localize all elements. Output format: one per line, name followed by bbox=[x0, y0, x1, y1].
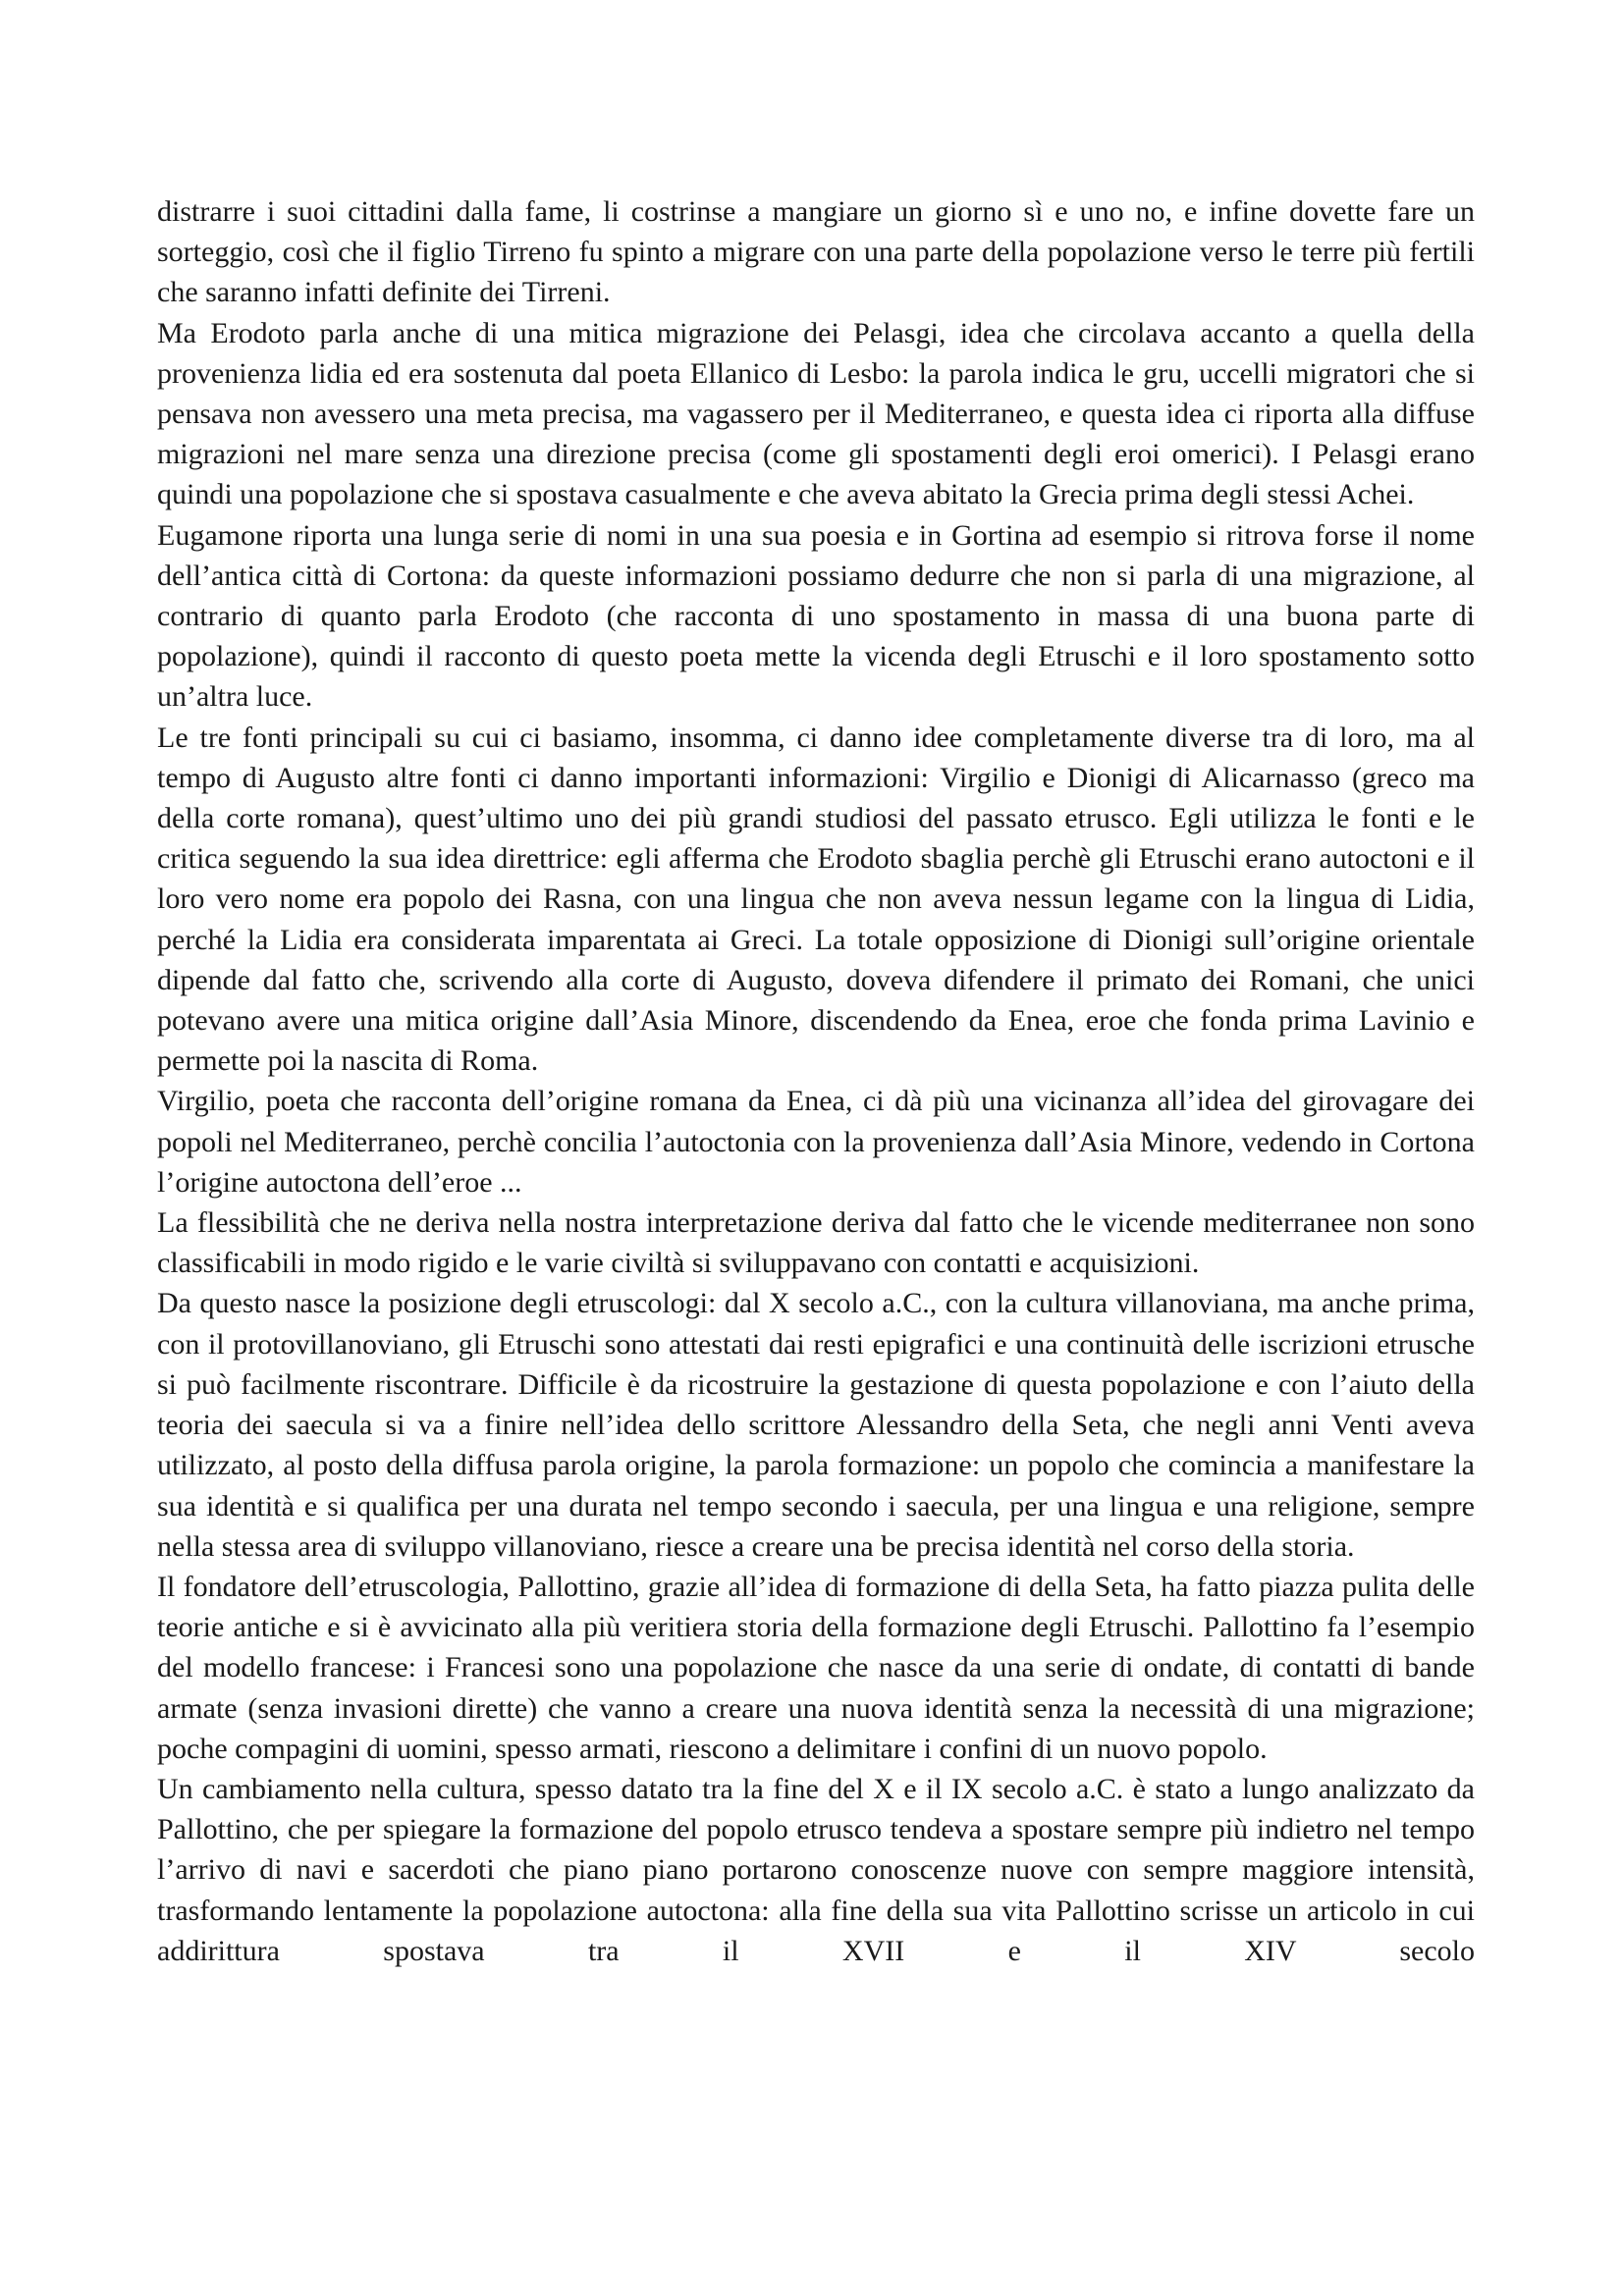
paragraph-pallottino: Il fondatore dell’etruscologia, Pallottino, grazie all’idea di formazione di della Seta, ha fatto piazza pulita delle teorie antiche e si è avvicinato alla più veritiera storia della formazione degli Etruschi. Pallottino fa l’esempio del modello francese: i Francesi sono una popolazione che nasce da una serie di ondate, di contatti di bande armate (senza invasioni dirette) che vanno a creare una nuova identità senza la necessità di una migrazione; poche compagini di uomini, spesso armati, riescono a delimitare i confini di un nuovo popolo. bbox=[157, 1570, 1475, 1765]
paragraph-etruscologi: Da questo nasce la posizione degli etruscologi: dal X secolo a.C., con la cultura villanoviana, ma anche prima, con il protovillanoviano, gli Etruschi sono attestati dai resti epigrafici e una continuità delle iscrizioni etrusche si può facilmente riscontrare. Difficile è da ricostruire la gestazione di questa popolazione e con l’aiuto della teoria dei saecula si va a finire nell’idea dello scrittore Alessandro della Seta, che negli anni Venti aveva utilizzato, al posto della diffusa parola origine, la parola formazione: un popolo che comincia a manifestare la sua identità e si qualifica per una durata nel tempo secondo i saecula, per una lingua e una religione, sempre nella stessa area di sviluppo villanoviano, riesce a creare una be precisa identità nel corso della storia. bbox=[157, 1287, 1475, 1563]
paragraph-eugamone: Eugamone riporta una lunga serie di nomi in una sua poesia e in Gortina ad esempio si ritrova forse il nome dell’antica città di Cortona: da queste informazioni possiamo dedurre che non si parla di una migrazione, al contrario di quanto parla Erodoto (che racconta di uno spostamento in massa di una buona parte di popolazione), quindi il racconto di questo poeta mette la vicenda degli Etruschi e il loro spostamento sotto un’altra luce. bbox=[157, 518, 1475, 714]
document-page bbox=[157, 191, 1475, 1971]
paragraph-dionigi: Le tre fonti principali su cui ci basiamo, insomma, ci danno idee completamente diverse tra di loro, ma al tempo di Augusto altre fonti ci danno importanti informazioni: Virgilio e Dionigi di Alicarnasso (greco ma della corte romana), quest’ultimo uno dei più grandi studiosi del passato etrusco. Egli utilizza le fonti e le critica seguendo la sua idea direttrice: egli afferma che Erodoto sbaglia perchè gli Etruschi erano autoctoni e il loro vero nome era popolo dei Rasna, con una lingua che non aveva nessun legame con la lingua di Lidia, perché la Lidia era considerata imparentata ai Greci. La totale opposizione di Dionigi sull’origine orientale dipende dal fatto che, scrivendo alla corte di Augusto, doveva difendere il primato dei Romani, che unici potevano avere una mitica origine dall’Asia Minore, discendendo da Enea, eroe che fonda prima Lavinio e permette poi la nascita di Roma. bbox=[157, 721, 1475, 1078]
paragraph-pelasgi: Ma Erodoto parla anche di una mitica migrazione dei Pelasgi, idea che circolava accanto a quella della provenienza lidia ed era sostenuta dal poeta Ellanico di Lesbo: la parola indica le gru, uccelli migratori che si pensava non avessero una meta precisa, ma vagassero per il Mediterraneo, e questa idea ci riporta alla diffuse migrazioni nel mare senza una direzione precisa (come gli spostamenti degli eroi omerici). I Pelasgi erano quindi una popolazione che si spostava casualmente e che aveva abitato la Grecia prima degli stessi Achei. bbox=[157, 316, 1475, 511]
paragraph-virgilio: Virgilio, poeta che racconta dell’origine romana da Enea, ci dà più una vicinanza all’idea del girovagare dei popoli nel Mediterraneo, perchè concilia l’autoctonia con la provenienza dall’Asia Minore, vedendo in Cortona l’origine autoctona dell’eroe ... bbox=[157, 1085, 1475, 1199]
paragraph-tirreno: distrarre i suoi cittadini dalla fame, li costrinse a mangiare un giorno sì e uno no, e infine dovette fare un sorteggio, così che il figlio Tirreno fu spinto a migrare con una parte della popolazione verso le terre più fertili che saranno infatti definite dei Tirreni. bbox=[157, 195, 1475, 309]
paragraph-cambiamento: Un cambiamento nella cultura, spesso datato tra la fine del X e il IX secolo a.C. è stato a lungo analizzato da Pallottino, che per spiegare la formazione del popolo etrusco tendeva a spostare sempre più indietro nel tempo l’arrivo di navi e sacerdoti che piano piano portarono conoscenze nuove con sempre maggiore intensità, trasformando lentamente la popolazione autoctona: alla fine della sua vita Pallottino scrisse un articolo in cui addirittura spostava tra il XVII e il XIV secolo bbox=[157, 1772, 1475, 1967]
paragraph-flessibilita: La flessibilità che ne deriva nella nostra interpretazione deriva dal fatto che le vicende mediterranee non sono classificabili in modo rigido e le varie civiltà si sviluppavano con contatti e acquisizioni. bbox=[157, 1206, 1475, 1280]
